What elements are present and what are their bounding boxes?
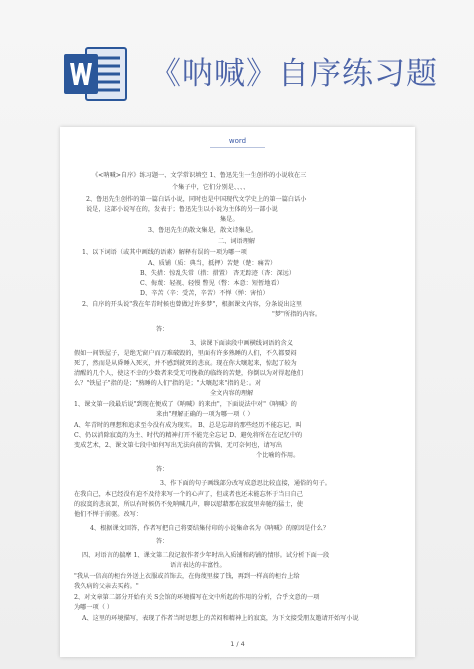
doc-line: 全文内容的理解 — [210, 390, 254, 397]
doc-line: A、年青时的理想和追求至今没有成为现实。 B、总是忘却的那些经历不能忘记，叫 — [74, 422, 302, 429]
doc-line: A、质铺（质：典当，抵押）苦楚（楚：痛苦） — [148, 260, 277, 267]
doc-line: 的寂寞的悲哀罢，所以有时候仍不免呐喊几声，聊以慰藉那在寂寞里奔驰的猛士，使 — [74, 501, 303, 508]
doc-line: 1、以下词语（或其中画线的语素）解释有误的一项为哪一项 — [82, 249, 247, 256]
document-label: word — [228, 137, 247, 145]
doc-line: "梦"所指的内容。 — [272, 311, 322, 318]
doc-line: 1、课文第一段最后说"到现在便成了《呐喊》的来由"，下面说法中对"《呐喊》的 — [74, 401, 297, 408]
doc-line: 3、鲁迅先生的散文集是，散文诗集是。 — [148, 227, 258, 234]
doc-line: 变成艺术，2、课文第七段中如何写出无法向前的苦恼、无可奈何也，请写出 — [74, 442, 283, 449]
doc-line: 他们不惮于前驱。改写： — [74, 511, 143, 518]
doc-line: 2、鲁迅先生创作的第一篇白话小说，同时也是中国现代文学史上的第一篇白话小 — [86, 196, 307, 203]
doc-line: 在我自己，本已经没有迫不及待来写一个的心声了，但或者也还未能忘怀于当日自己 — [74, 491, 303, 498]
page-title: 《呐喊》自序练习题 — [150, 56, 438, 92]
doc-line: 2、自序的开头说"我在年青时候也曾做过许多梦"，根据课文内容，分条说出这里 — [82, 301, 303, 308]
doc-line: 个集子中，它们分别是、、、、 — [172, 184, 250, 191]
doc-line: 4、根据课文回答，作者写把自己将要结集付印的小说集命名为《呐喊》的原因是什么？ — [90, 525, 330, 532]
doc-line: 说是，这部小说写在的，发表于；鲁迅先生以小说为主体的另一部小说 — [86, 206, 278, 213]
doc-line: "我从一倍高的柜台外送上衣服或首饰去，在侮蔑里接了钱，再到一样高的柜台上给 — [74, 573, 300, 580]
document-page — [60, 127, 415, 657]
doc-line: 2、对文章第二部分开始有关 S会馆的环境描写在文中所起的作用的分析，合乎文意的一项 — [74, 594, 320, 601]
header — [0, 0, 474, 120]
doc-line: 3、作下面的句子画线部分改写成意思比较直接，通俗的句子。 — [160, 480, 331, 487]
doc-line: 来由"理解正确的一项为哪一项（ ） — [156, 411, 254, 418]
doc-line: 四、对语言的揣摩 1、课文第二段记叙作者少年时出入质铺和药铺的情形。试分析下面一段 — [82, 552, 330, 559]
doc-line: 死了，然而是从昏睡入死灭，并不感到就死的悲哀。现在你大嚷起来，惊起了较为 — [74, 360, 297, 367]
doc-line: 语言表达的丰富性。 — [170, 562, 226, 569]
doc-line: 么？"铁屋子"指的是；"熟睡的人们"指的是；"大嚷起来"指的是：。对 — [74, 380, 262, 387]
doc-line: C、侮蔑：轻视、轻慢 瞥见（瞥：本意：短暂地看） — [140, 280, 283, 287]
doc-line: 答： — [156, 466, 169, 473]
doc-line: 我久病的父亲去买药。" — [74, 583, 139, 590]
doc-line: D、辛苦（辛：受苦，辛苦）不惮（惮：害怕） — [140, 290, 269, 297]
doc-line: C、仍以消除寂寞的为主、时代的精神打开不能完全忘记 D、避免将所在在记忆中的 — [74, 432, 303, 439]
doc-line: 个比喻的作用。 — [256, 452, 300, 459]
doc-line: 假如一间铁屋子，是绝无窗户而万难破毁的，里面有许多熟睡的人们，不久都要闷 — [74, 350, 297, 357]
page-number: 1 / 4 — [230, 640, 245, 648]
doc-line: 答： — [156, 538, 169, 545]
doc-line: 集是。 — [220, 216, 239, 223]
doc-line: 清醒的几个人，使这不幸的少数者来受无可挽救的临终的苦楚，你倒以为对得起他们 — [74, 370, 303, 377]
doc-line: 答： — [156, 326, 169, 333]
word-doc-icon — [62, 44, 132, 104]
doc-line: A、这里的环境描写，表现了作者当时思想上的苦闷和精神上的寂寞，为下文接受朋友邀请开始写小说 — [82, 615, 359, 622]
doc-line: 为哪一项（ ） — [74, 604, 114, 611]
doc-line: 3、读课下面读段中画横线词语的含义 — [190, 340, 293, 347]
doc-line: 《<呐喊>自序》练习题一、文学常识填空 1、鲁迅先生一生创作的小说收在三 — [92, 172, 307, 179]
document-label-divider — [210, 147, 265, 148]
doc-line: 二、词语理解 — [218, 238, 256, 245]
doc-line: B、失措：惊乱失常（措：措置） 杳无踪迹（杳：深远） — [140, 270, 296, 277]
